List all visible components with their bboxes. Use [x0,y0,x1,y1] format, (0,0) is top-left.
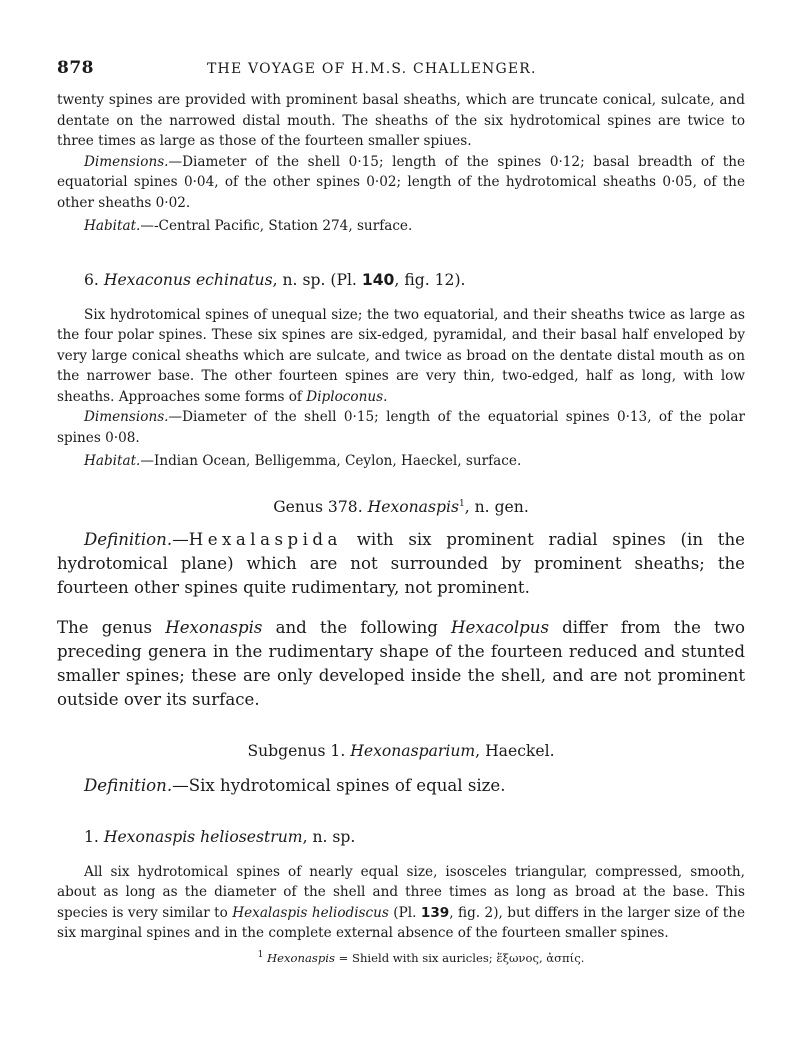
footnote-marker: 1 [257,949,264,960]
definition-text: with six prominent radial spines (in the hydrotomical plane) which are not surrounded by prominent sheaths; the fourteen other spines quite rudimentary, not prominent. [57,529,745,597]
species-1-description [57,862,745,944]
genus-heading: Genus 378. Hexonaspis$^1$, n. gen. [273,497,529,516]
footnote [57,950,745,965]
subgenus-heading [57,742,745,760]
genus-ref: Diploconus [306,388,384,405]
species-authority: , n. sp. (Pl. [272,270,362,289]
definition-dash: — [172,529,189,549]
subgenus-name: Hexonasparium [350,741,476,760]
page [57,58,745,964]
plate-number: 140 [361,270,395,289]
genus-prefix: Genus 378. [273,497,363,516]
species-1-heading [57,828,745,846]
page-number: 878 [57,58,94,78]
dimensions-label: Dimensions. [84,153,169,170]
dimensions-text: —Diameter of the shell 0·15; length of the spines 0·12; basal breadth of the equatorial spines 0·04, of the other spines 0·02; length of the hydrotomical sheaths 0·05, of the other sheaths 0·02. [57,153,745,211]
description-text: All six hydrotomical spines of nearly equal size, isosceles triangular, compressed, smooth, about as long as the diameter of the shell and three times as long as broad at the base. This species is very similar to [57,863,745,921]
description-end: . [383,388,388,405]
definition-text: —Six hydrotomical spines of equal size. [172,775,506,795]
description-text: Six hydrotomical spines of unequal size; the two equatorial, and their sheaths twice as large as the four polar spines. These six spines are six-edged, pyramidal, and their basal half enveloped by very large conical sheaths which are sulcate, and twice as broad on the dentate distal mouth as on the narrower base. The other fourteen spines are very thin, two-edged, half as long, with low sheaths. Approaches some forms of [57,306,745,405]
figure-ref: , fig. 12). [394,270,466,289]
definition-label: Definition. [84,529,173,549]
dimensions-line [57,152,745,214]
genus-suffix: n. gen. [474,497,529,516]
genus-ref-2: Hexacolpus [451,617,550,637]
species-authority: , n. sp. [302,827,356,846]
subgenus-suffix: , Haeckel. [475,741,555,760]
species-name: Hexaconus echinatus [103,270,273,289]
footnote-term: Hexonaspis [267,950,335,965]
habitat-text: —Indian Ocean, Belligemma, Ceylon, Haeckel, surface. [140,453,522,469]
description-text: , fig. 2), but differs in the larger size of the six marginal spines and in the complete external absence of the fourteen smaller spines. [57,904,746,941]
continued-paragraph: twenty spines are provided with prominent basal sheaths, which are truncate conical, sulcate, and dentate on the narrowed distal mouth. The sheaths of the six hydrotomical spines are twice to three times as large as those of the fourteen smaller spiues. [57,92,745,149]
genus-name: Hexonaspis [367,497,459,516]
species-ref: Hexalaspis heliodiscus [232,904,389,921]
habitat-label: Habitat. [84,453,141,469]
species-6-habitat [57,451,745,472]
dimensions-label: Dimensions. [84,409,169,425]
paragraph-text: differ from the two preceding genera in the rudimentary shape of the fourteen reduced and stunted smaller spines; these are only developed inside the shell, and are not prominent outside over its surface. [57,617,745,709]
plate-number: 139 [420,904,450,921]
habitat-line [57,216,745,237]
dimensions-text: —Diameter of the shell 0·15; length of the equatorial spines 0·13, of the polar spines 0·08. [57,409,745,446]
page-header [57,58,745,84]
genus-paragraph [57,616,745,712]
habitat-label: Habitat. [84,218,141,234]
footnote-text: = Shield with six auricles; ἕξωνος, ἀσπίς. [334,950,585,965]
species-6-heading [57,271,745,289]
footnote-marker: 1 [458,498,465,509]
species-number: 1. [84,827,99,846]
spaced-term: Hexalaspida [188,529,342,549]
species-name: Hexonaspis heliosestrum [103,827,303,846]
subgenus-prefix: Subgenus 1. [247,741,346,760]
genus-ref-1: Hexonaspis [165,617,263,637]
habitat-text: —-Central Pacific, Station 274, surface. [140,218,413,234]
paragraph-text: The genus [57,617,166,637]
species-6-dimensions [57,407,745,448]
subgenus-definition [57,774,745,798]
paragraph-text: and the following [262,617,452,637]
species-6-description [57,305,745,408]
species-number: 6. [84,270,99,289]
running-title: THE VOYAGE OF H.M.S. CHALLENGER. [207,61,537,77]
description-text: (Pl. [388,904,421,921]
genus-definition [57,528,745,600]
definition-label: Definition. [84,775,173,795]
